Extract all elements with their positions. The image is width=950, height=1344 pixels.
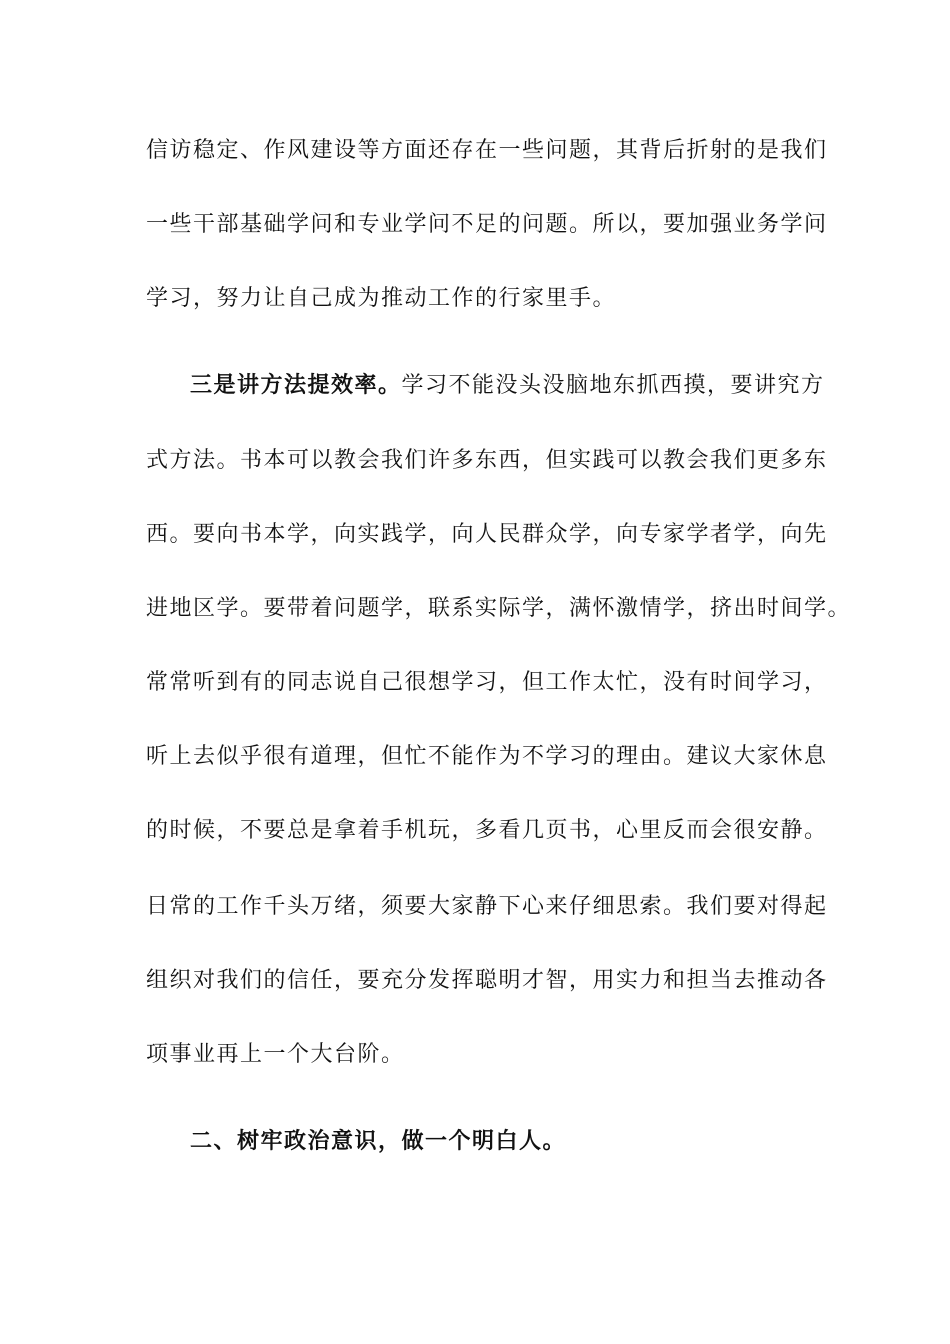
paragraph-line: 进地区学。要带着问题学，联系实际学，满怀激情学，挤出时间学。 — [146, 596, 852, 621]
paragraph-line: 组织对我们的信任，要充分发挥聪明才智，用实力和担当去推动各 — [146, 968, 828, 993]
paragraph-text: 学习不能没头没脑地东抓西摸，要讲究方 — [401, 373, 825, 398]
paragraph-line: 信访稳定、作风建设等方面还存在一些问题，其背后折射的是我们 — [146, 138, 828, 163]
paragraph-line: 常常听到有的同志说自己很想学习，但工作太忙，没有时间学习， — [146, 670, 828, 695]
paragraph-line: 一些干部基础学问和专业学问不足的问题。所以，要加强业务学问 — [146, 212, 828, 237]
subheading-lead: 三是讲方法提效率。 — [190, 372, 402, 398]
paragraph-line: 学习，努力让自己成为推动工作的行家里手。 — [146, 286, 617, 311]
paragraph-line: 式方法。书本可以教会我们许多东西，但实践可以教会我们更多东 — [146, 448, 828, 473]
paragraph-line: 项事业再上一个大台阶。 — [146, 1042, 405, 1067]
paragraph-line: 西。要向书本学，向实践学，向人民群众学，向专家学者学，向先 — [146, 522, 828, 547]
paragraph-line: 日常的工作千头万绪，须要大家静下心来仔细思索。我们要对得起 — [146, 894, 828, 919]
paragraph-line: 听上去似乎很有道理，但忙不能作为不学习的理由。建议大家休息 — [146, 744, 828, 769]
paragraph-line: 的时候，不要总是拿着手机玩，多看几页书，心里反而会很安静。 — [146, 818, 828, 843]
section-heading: 二、树牢政治意识，做一个明白人。 — [190, 1128, 567, 1154]
subheading-paragraph-first-line — [190, 370, 825, 401]
